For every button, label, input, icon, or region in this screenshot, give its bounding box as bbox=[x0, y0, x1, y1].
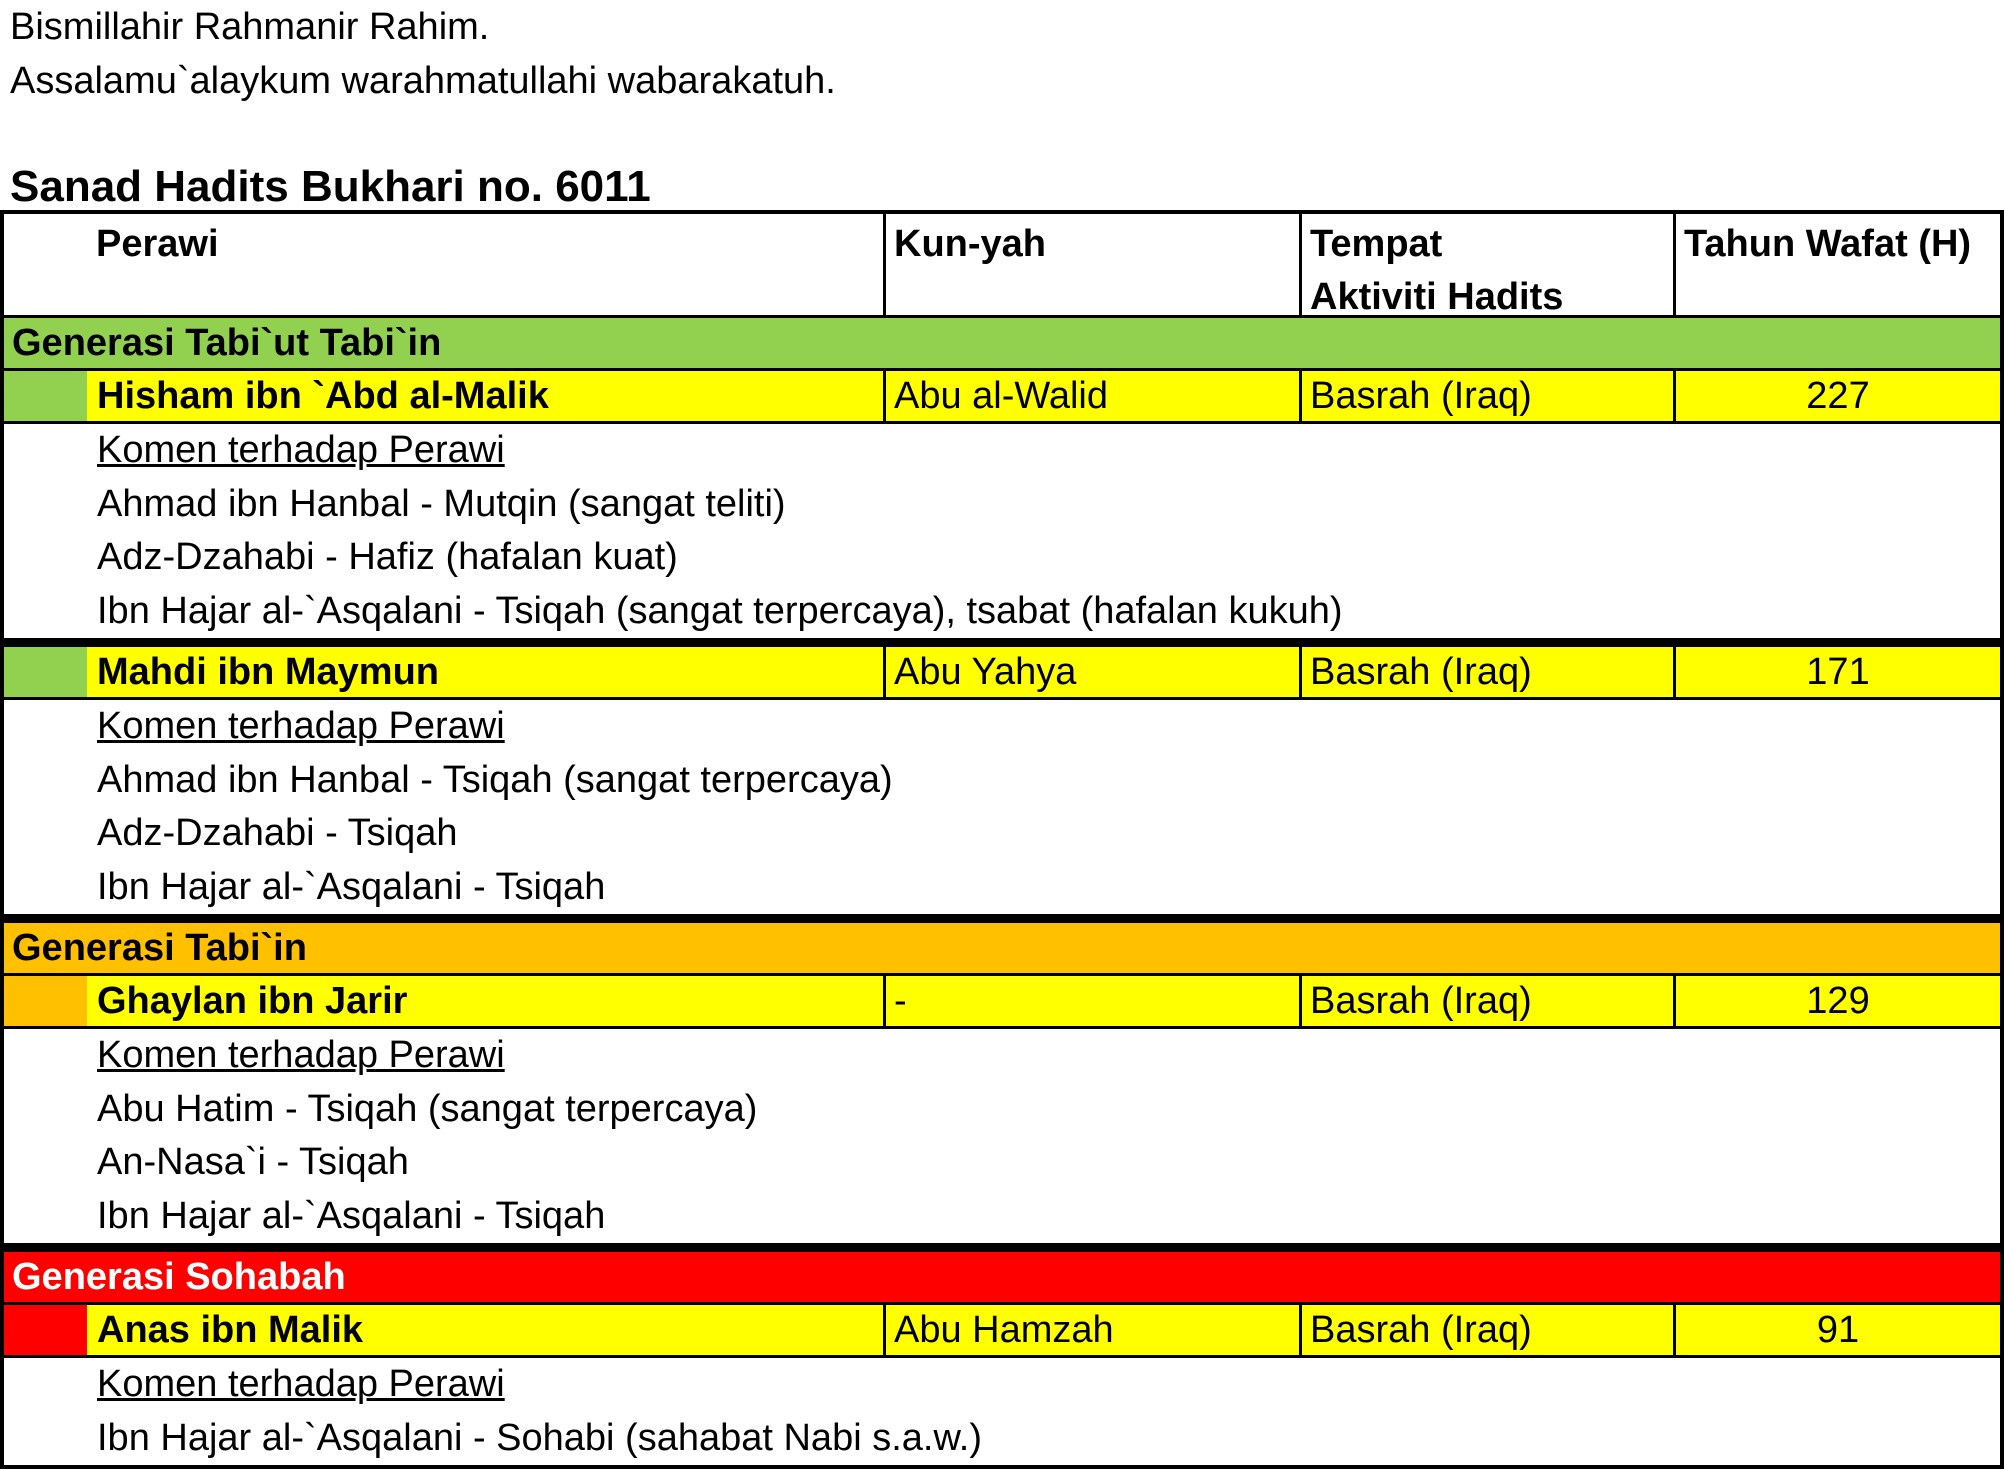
header-kunyah: Kun-yah bbox=[886, 214, 1302, 315]
narrator-row bbox=[0, 1305, 2004, 1358]
narrator-tahun: 91 bbox=[1676, 1305, 2000, 1355]
narrator-kunyah: Abu Yahya bbox=[886, 647, 1302, 697]
header-perawi: Perawi bbox=[4, 214, 886, 315]
narrator-tempat: Basrah (Iraq) bbox=[1302, 976, 1676, 1026]
intro-line-2: Assalamu`alaykum warahmatullahi wabarakatuh. bbox=[10, 60, 836, 102]
header-tahun: Tahun Wafat (H) bbox=[1684, 223, 1972, 265]
comment-line: Ibn Hajar al-`Asqalani - Tsiqah bbox=[97, 865, 606, 908]
intro-line-1: Bismillahir Rahmanir Rahim. bbox=[10, 6, 490, 48]
narrator-kunyah: Abu al-Walid bbox=[886, 371, 1302, 421]
header-tempat-line2: Aktiviti Hadits bbox=[1310, 276, 1564, 318]
comment-header: Komen terhadap Perawi bbox=[97, 1034, 505, 1076]
narrator-tempat: Basrah (Iraq) bbox=[1302, 1305, 1676, 1355]
narrator-row bbox=[0, 647, 2004, 700]
narrator-kunyah: - bbox=[886, 976, 1302, 1026]
generation-marker bbox=[4, 371, 87, 421]
generation-row bbox=[0, 923, 2004, 976]
header-tempat bbox=[1302, 214, 1676, 318]
narrator-name: Mahdi ibn Maymun bbox=[87, 647, 886, 697]
generation-marker bbox=[4, 976, 87, 1026]
comment-header: Komen terhadap Perawi bbox=[97, 705, 505, 747]
page-title: Sanad Hadits Bukhari no. 6011 bbox=[10, 162, 651, 211]
comment-header: Komen terhadap Perawi bbox=[97, 429, 505, 471]
narrator-row bbox=[0, 976, 2004, 1029]
comment-line: Ahmad ibn Hanbal - Tsiqah (sangat terpercaya) bbox=[97, 758, 893, 801]
comment-line: Ibn Hajar al-`Asqalani - Tsiqah (sangat terpercaya), tsabat (hafalan kukuh) bbox=[97, 589, 1343, 632]
comment-line: Ibn Hajar al-`Asqalani - Sohabi (sahabat Nabi s.a.w.) bbox=[97, 1416, 983, 1459]
narrator-name: Anas ibn Malik bbox=[87, 1305, 886, 1355]
intro-text bbox=[10, 0, 836, 108]
narrator-tempat: Basrah (Iraq) bbox=[1302, 647, 1676, 697]
comment-line: Adz-Dzahabi - Hafiz (hafalan kuat) bbox=[97, 536, 678, 578]
generation-marker bbox=[4, 647, 87, 697]
generation-label: Generasi Sohabah bbox=[12, 1256, 346, 1298]
table-header-row bbox=[0, 210, 2004, 318]
narrator-tempat: Basrah (Iraq) bbox=[1302, 371, 1676, 421]
narrator-comments bbox=[0, 424, 2004, 647]
comment-line: Ahmad ibn Hanbal - Mutqin (sangat teliti) bbox=[97, 482, 786, 525]
generation-row bbox=[0, 1252, 2004, 1305]
generation-label: Generasi Tabi`in bbox=[12, 927, 307, 969]
generation-row bbox=[0, 318, 2004, 371]
narrator-comments bbox=[0, 1358, 2004, 1469]
comment-header: Komen terhadap Perawi bbox=[97, 1363, 505, 1405]
comment-line: Abu Hatim - Tsiqah (sangat terpercaya) bbox=[97, 1087, 758, 1130]
narrator-row bbox=[0, 371, 2004, 424]
comment-line: Adz-Dzahabi - Tsiqah bbox=[97, 812, 458, 854]
narrator-name: Hisham ibn `Abd al-Malik bbox=[87, 371, 886, 421]
narrator-tahun: 129 bbox=[1676, 976, 2000, 1026]
narrator-kunyah: Abu Hamzah bbox=[886, 1305, 1302, 1355]
generation-marker bbox=[4, 1305, 87, 1355]
narrator-comments bbox=[0, 700, 2004, 923]
header-tempat-line1: Tempat bbox=[1310, 223, 1443, 265]
narrator-name: Ghaylan ibn Jarir bbox=[87, 976, 886, 1026]
narrator-tahun: 227 bbox=[1676, 371, 2000, 421]
generation-label: Generasi Tabi`ut Tabi`in bbox=[12, 322, 442, 364]
narrator-tahun: 171 bbox=[1676, 647, 2000, 697]
sanad-table bbox=[0, 210, 2004, 1469]
comment-line: An-Nasa`i - Tsiqah bbox=[97, 1141, 409, 1183]
comment-line: Ibn Hajar al-`Asqalani - Tsiqah bbox=[97, 1194, 606, 1237]
narrator-comments bbox=[0, 1029, 2004, 1252]
